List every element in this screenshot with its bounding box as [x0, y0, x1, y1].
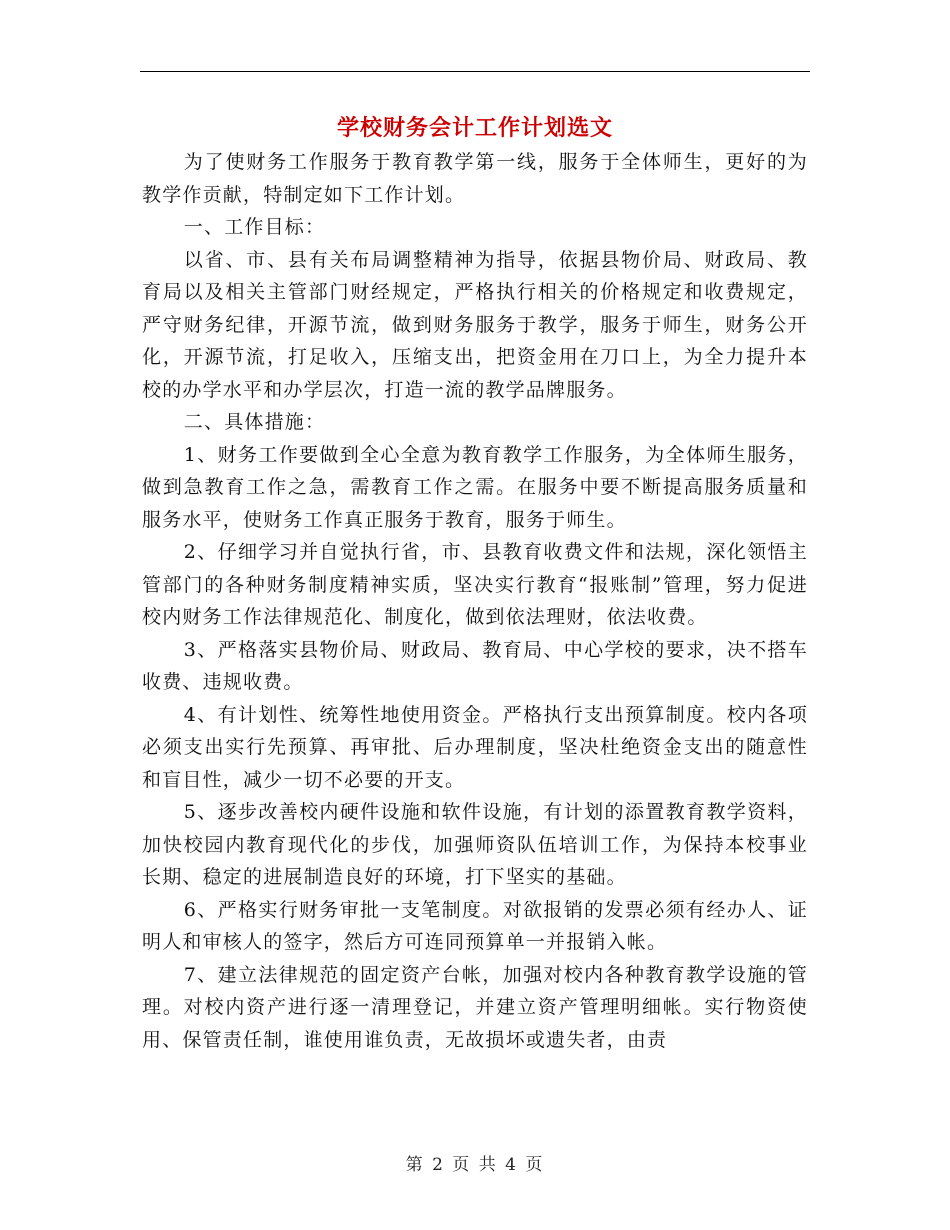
paragraph: 3、严格落实县物价局、财政局、教育局、中心学校的要求，决不搭车收费、违规收费。	[142, 638, 808, 693]
paragraph: 6、严格实行财务审批一支笔制度。对欲报销的发票必须有经办人、证明人和审核人的签字，然后方可连同预算单一并报销入帐。	[142, 898, 808, 953]
document-title: 学校财务会计工作计划选文	[336, 115, 613, 141]
paragraph: 7、建立法律规范的固定资产台帐，加强对校内各种教育教学设施的管理。对校内资产进行逐一清理登记，并建立资产管理明细帐。实行物资使用、保管责任制，谁使用谁负责，无故损坏或遗失者，由责	[142, 963, 808, 1051]
section-heading: 二、具体措施：	[183, 411, 326, 433]
section-heading: 一、工作目标：	[183, 216, 326, 238]
paragraph: 5、逐步改善校内硬件设施和软件设施，有计划的添置教育教学资料，加快校园内教育现代化的步伐，加强师资队伍培训工作，为保持本校事业长期、稳定的进展制造良好的环境，打下坚实的基础。	[142, 801, 808, 888]
header-rule	[140, 71, 810, 72]
paragraph: 1、财务工作要做到全心全意为教育教学工作服务，为全体师生服务，做到急教育工作之急，需教育工作之需。在服务中要不断提高服务质量和服务水平，使财务工作真正服务于教育，服务于师生。	[142, 443, 808, 531]
paragraph: 为了使财务工作服务于教育教学第一线，服务于全体师生，更好的为教学作贡献，特制定如下工作计划。	[142, 151, 808, 206]
paragraph: 2、仔细学习并自觉执行省，市、县教育收费文件和法规，深化领悟主管部门的各种财务制度精神实质，坚决实行教育“报账制”管理，努力促进校内财务工作法律规范化、制度化，做到依法理财，依法收费。	[142, 541, 808, 628]
paragraph: 4、有计划性、统筹性地使用资金。严格执行支出预算制度。校内各项必须支出实行先预算、再审批、后办理制度，坚决杜绝资金支出的随意性和盲目性，减少一切不必要的开支。	[142, 703, 808, 791]
page-number: 第 2 页 共 4 页	[405, 1155, 545, 1175]
document-body	[142, 146, 808, 1056]
paragraph: 以省、市、县有关布局调整精神为指导，依据县物价局、财政局、教育局以及相关主管部门财经规定，严格执行相关的价格规定和收费规定，严守财务纪律，开源节流，做到财务服务于教学，服务于师生，财务公开化，开源节流，打足收入，压缩支出，把资金用在刀口上，为全力提升本校的办学水平和办学层次，打造一流的教学品牌服务。	[142, 248, 808, 401]
